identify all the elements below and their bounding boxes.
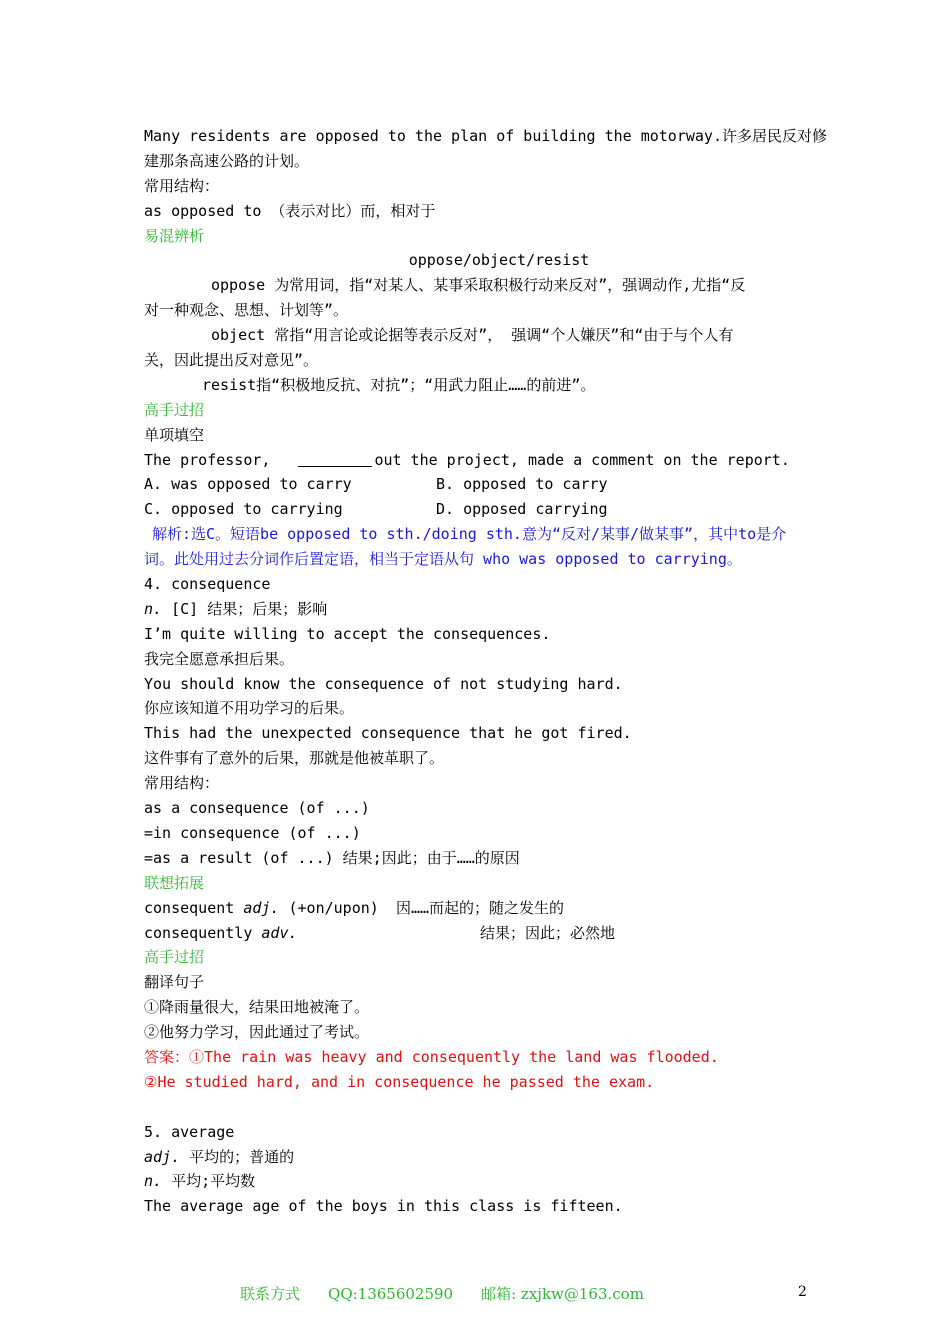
example-sentence: You should know the consequence of not studying hard. [144,674,623,693]
translation-item: ①降雨量很大，结果田地被淹了。 [144,998,370,1017]
answer-blank [298,450,372,467]
blank-line [144,1095,814,1120]
option-b: B. opposed to carry [436,475,608,494]
example-translation: 这件事有了意外的后果，那就是他被革职了。 [144,749,445,768]
answer-text-cont: ②He studied hard, and in consequence he passed the exam. [144,1072,655,1091]
translation-item: ②他努力学习，因此通过了考试。 [144,1023,370,1042]
heading-practice: 高手过招 [144,400,205,419]
word-definition: adj. 平均的；普通的 [144,1147,295,1166]
word-heading: 4. consequence [144,575,271,594]
option-a: A. was opposed to carry [144,475,352,494]
example-sentence: I’m quite willing to accept the consequences. [144,624,551,643]
options-row-2 [144,497,814,522]
word-definition: n. [C] 结果；后果；影响 [144,599,328,618]
phrase-line: as a consequence (of ...) [144,799,370,818]
oppose-explanation-cont: 对一种观念、思想、计划等”。 [144,301,349,320]
example-sentence: Many residents are opposed to the plan of building the motorway.许多居民反对修 [144,127,827,145]
analysis-text-cont: 词。此处用过去分词作后置定语，相当于定语从句 who was opposed to carrying。 [144,550,742,569]
options-row-1 [144,472,814,497]
option-c: C. opposed to carrying [144,500,343,519]
section-label: 常用结构： [144,176,220,195]
related-word: consequently adv. 结果；因此；必然地 [144,923,616,942]
heading-practice: 高手过招 [144,948,205,967]
phrase-line: =in consequence (of ...) [144,823,361,842]
section-label: 常用结构： [144,774,220,793]
example-sentence: The average age of the boys in this class is fifteen. [144,1197,623,1216]
word-definition: n. 平均;平均数 [144,1172,256,1191]
exercise-type: 单项填空 [144,425,205,444]
confusables-title: oppose/object/resist [408,251,590,270]
answer-text: 答案：①The rain was heavy and consequently the land was flooded. [144,1047,719,1066]
example-translation: 我完全愿意承担后果。 [144,649,295,668]
phrase-line: as opposed to （表示对比）而，相对于 [144,201,436,220]
option-d: D. opposed carrying [436,500,608,519]
footer-qq: QQ:1365602590 [328,1285,454,1303]
document-body [144,124,827,1219]
analysis-text: 解析:选C。短语be opposed to sth./doing sth.意为“反对/某事/做某事”，其中to是介 [152,525,787,544]
page-footer [240,1283,760,1304]
page-number: 2 [798,1284,807,1300]
footer-contact: 联系方式 [240,1285,301,1303]
word-heading: 5. average [144,1122,235,1141]
question-stem: The professor, out the project, made a comment on the report. [144,450,790,469]
example-sentence: This had the unexpected consequence that he got fired. [144,724,632,743]
related-word: consequent adj. (+on/upon) 因……而起的；随之发生的 [144,898,565,917]
example-translation: 你应该知道不用功学习的后果。 [144,699,355,718]
exercise-type: 翻译句子 [144,973,205,992]
heading-confusables: 易混辨析 [144,226,205,245]
example-translation: 建那条高速公路的计划。 [144,151,310,170]
resist-explanation: resist指“积极地反抗、对抗”；“用武力阻止……的前进”。 [202,375,596,394]
heading-extension: 联想拓展 [144,873,205,892]
oppose-explanation: oppose 为常用词，指“对某人、某事采取积极行动来反对”，强调动作,尤指“反 [211,276,746,295]
footer-email: 邮箱: zxjkw@163.com [481,1285,644,1303]
object-explanation: object 常指“用言论或论据等表示反对”， 强调“个人嫌厌”和“由于与个人有 [211,326,734,345]
object-explanation-cont: 关，因此提出反对意见”。 [144,351,319,370]
phrase-line: =as a result (of ...) 结果;因此；由于……的原因 [144,848,520,867]
